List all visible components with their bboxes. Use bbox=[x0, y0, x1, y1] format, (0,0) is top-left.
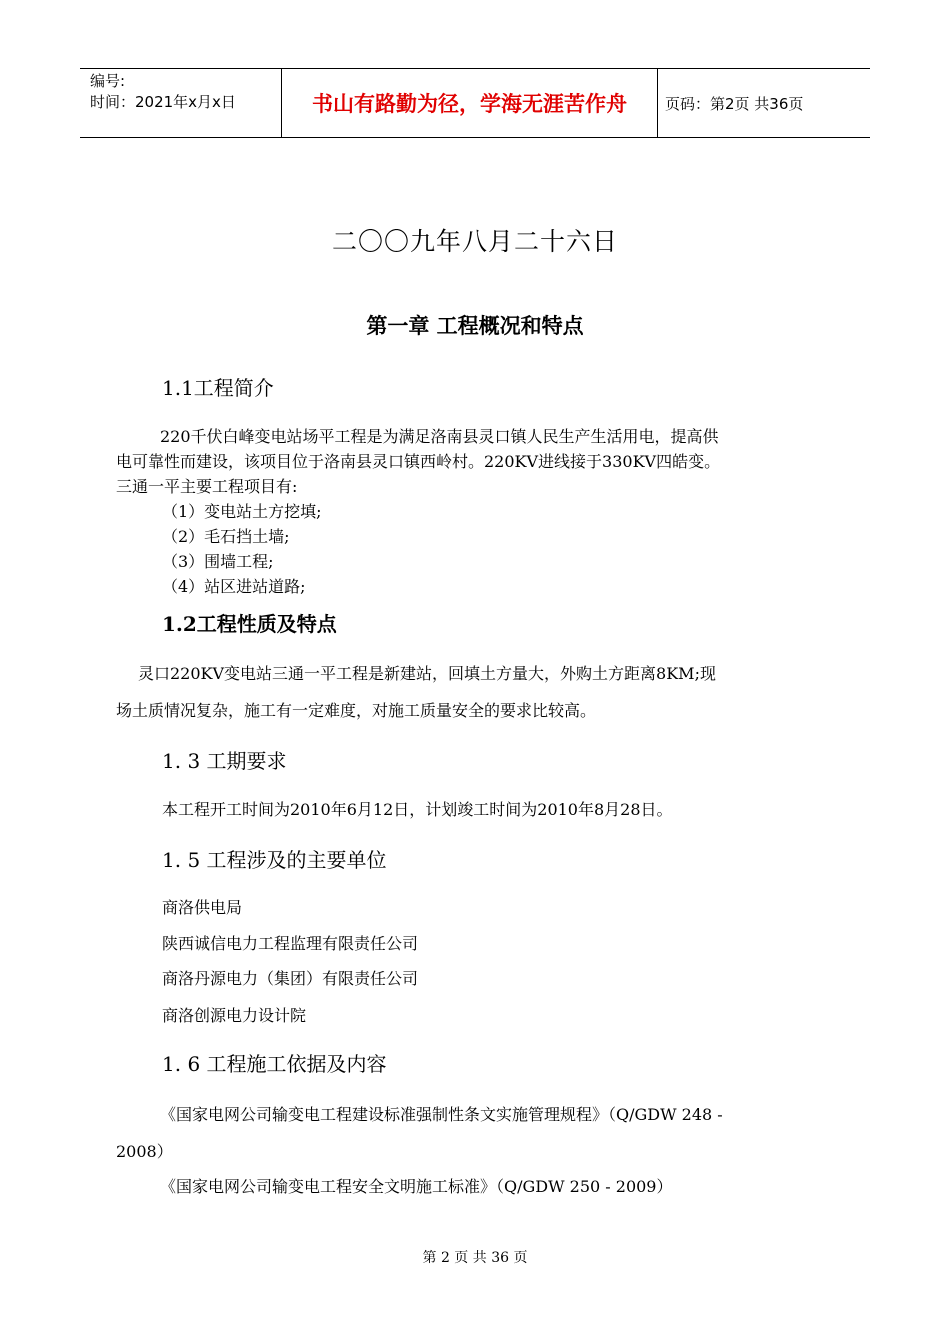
section-1-5-title: 1. 5 工程涉及的主要单位 bbox=[162, 848, 387, 872]
section-1-6-ref-2: 《国家电网公司输变电工程安全文明施工标准》（Q/GDW 250 - 2009） bbox=[160, 1177, 673, 1196]
section-1-6-ref-1-line-1: 《国家电网公司输变电工程建设标准强制性条文实施管理规程》（Q/GDW 248 - bbox=[160, 1105, 723, 1124]
section-1-1-para-line-3: 三通一平主要工程项目有: bbox=[116, 477, 298, 496]
header-time-label: 时间：2021年x月x日 bbox=[90, 93, 236, 111]
section-1-3-para: 本工程开工时间为2010年6月12日，计划竣工时间为2010年8月28日。 bbox=[162, 800, 673, 819]
list-item: （1）变电站土方挖填; bbox=[162, 502, 322, 521]
section-1-1-title: 1.1工程简介 bbox=[162, 376, 274, 400]
header-motto: 书山有路勤为径，学海无涯苦作舟 bbox=[281, 69, 658, 137]
section-1-2-para-line-1: 灵口220KV变电站三通一平工程是新建站，回填土方量大，外购土方距离8KM;现 bbox=[138, 664, 716, 683]
section-1-2-title: 1.2工程性质及特点 bbox=[162, 612, 337, 636]
list-item: 商洛创源电力设计院 bbox=[162, 1006, 307, 1025]
header-left-cell bbox=[90, 71, 280, 113]
list-item: 陕西诚信电力工程监理有限责任公司 bbox=[162, 934, 419, 953]
list-item: （3）围墙工程; bbox=[162, 552, 274, 571]
list-item: 商洛供电局 bbox=[162, 898, 243, 917]
section-1-3-title: 1. 3 工期要求 bbox=[162, 749, 287, 773]
chapter-title: 第一章 工程概况和特点 bbox=[366, 313, 584, 338]
header-number-label: 编号: bbox=[90, 72, 126, 90]
header-page-info: 页码：第2页 共36页 bbox=[665, 95, 804, 113]
section-1-6-title: 1. 6 工程施工依据及内容 bbox=[162, 1052, 387, 1076]
footer-page-number: 第 2 页 共 36 页 bbox=[422, 1250, 528, 1266]
list-item: 商洛丹源电力（集团）有限责任公司 bbox=[162, 969, 419, 988]
section-1-6-ref-1-line-2: 2008） bbox=[116, 1142, 173, 1161]
section-1-1-para-line-2: 电可靠性而建设，该项目位于洛南县灵口镇西岭村。220KV进线接于330KV四皓变。 bbox=[116, 452, 721, 471]
document-date: 二〇〇九年八月二十六日 bbox=[331, 227, 618, 256]
list-item: （4）站区进站道路; bbox=[162, 577, 306, 596]
header-table bbox=[80, 68, 870, 138]
section-1-2-para-line-2: 场土质情况复杂，施工有一定难度，对施工质量安全的要求比较高。 bbox=[116, 701, 597, 720]
section-1-1-para-line-1: 220千伏白峰变电站场平工程是为满足洛南县灵口镇人民生产生活用电，提高供 bbox=[160, 427, 719, 446]
list-item: （2）毛石挡土墙; bbox=[162, 527, 290, 546]
